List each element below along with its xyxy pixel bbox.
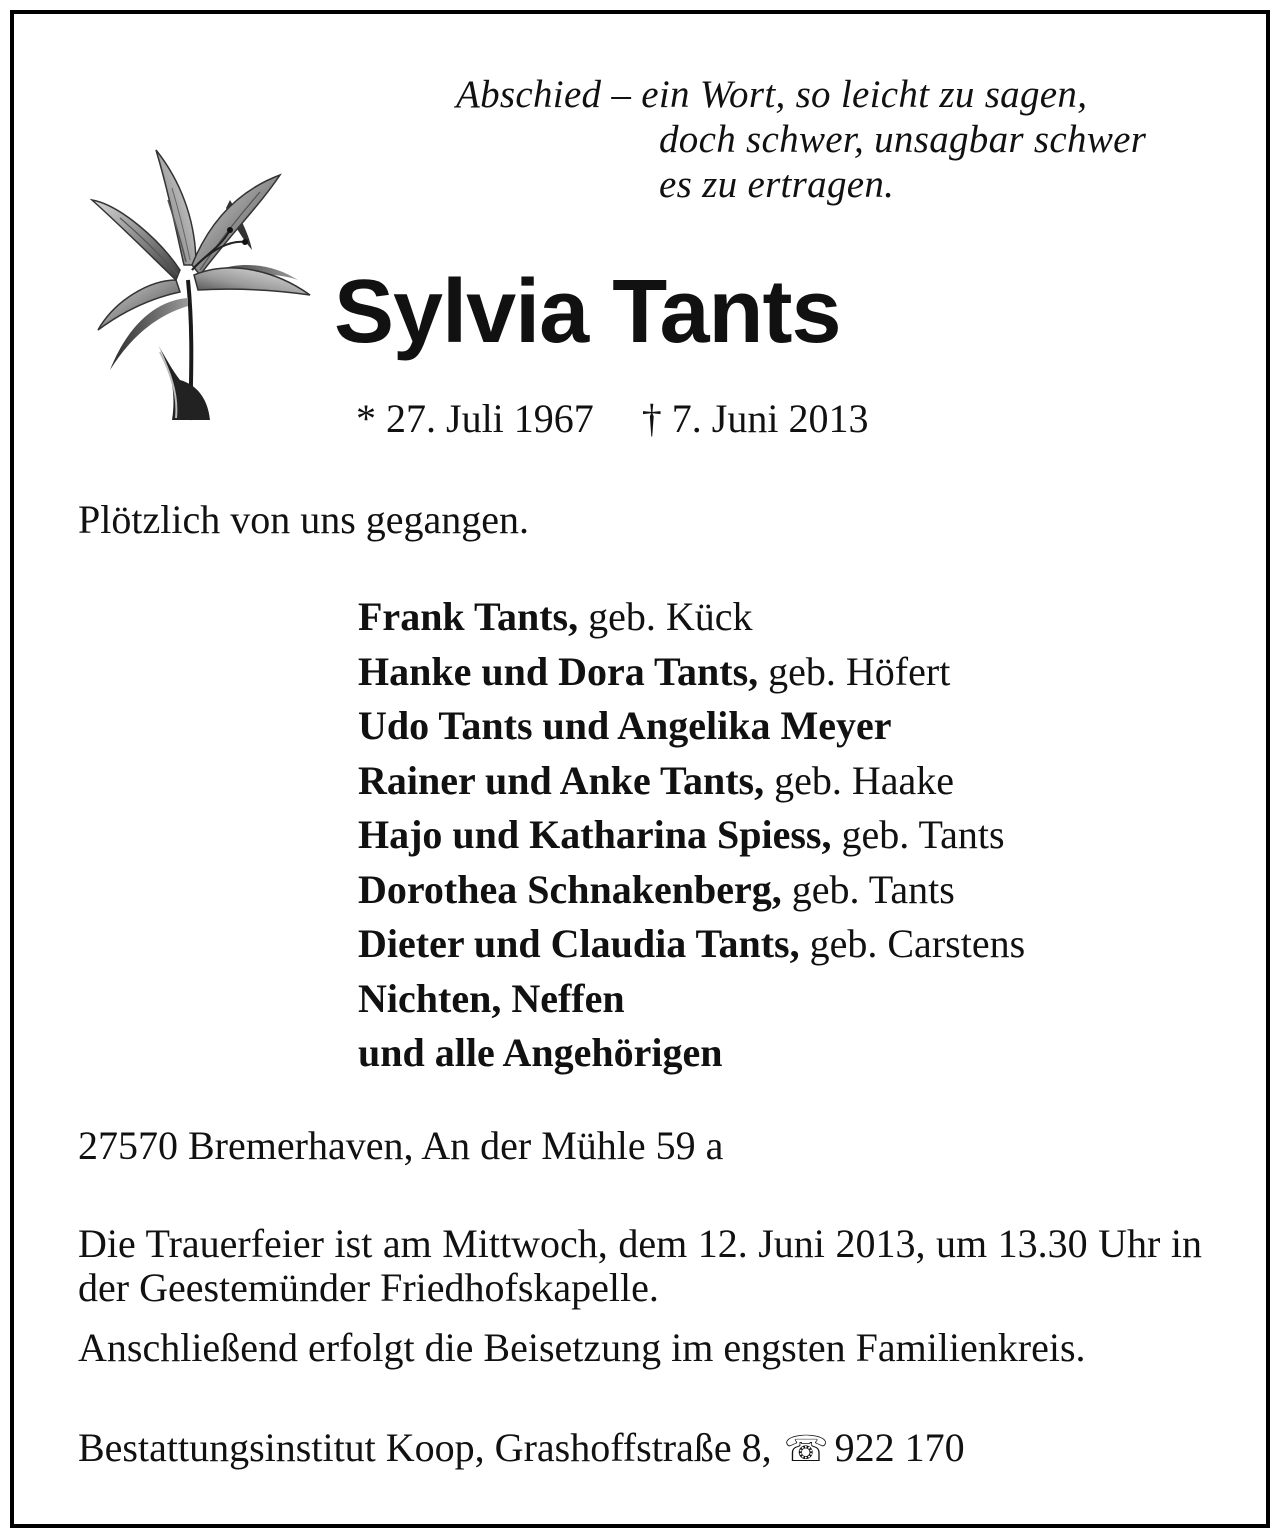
life-dates bbox=[356, 395, 868, 443]
mourner-name: Udo Tants und Angelika Meyer bbox=[358, 703, 892, 748]
mourner-name: Hajo und Katharina Spiess, bbox=[358, 812, 832, 857]
mourner-row bbox=[358, 808, 1025, 863]
quote-line-2: doch schwer, unsagbar schwer bbox=[659, 118, 1147, 161]
mourner-name: und alle Angehörigen bbox=[358, 1030, 723, 1075]
death-date: † 7. Juni 2013 bbox=[641, 396, 869, 441]
lily-flower-icon bbox=[80, 130, 320, 430]
quote-line-3: es zu ertragen. bbox=[659, 163, 895, 206]
burial-info: Anschließend erfolgt die Beisetzung im engsten Familienkreis. bbox=[78, 1325, 1086, 1370]
mourner-row bbox=[358, 699, 1025, 754]
undertaker-info bbox=[78, 1424, 965, 1474]
mourner-row bbox=[358, 590, 1025, 645]
family-address: 27570 Bremerhaven, An der Mühle 59 a bbox=[78, 1123, 724, 1168]
quote-line-1: Abschied – ein Wort, so leicht zu sagen, bbox=[456, 73, 1088, 116]
deceased-name: Sylvia Tants bbox=[334, 262, 841, 362]
mourner-suffix: geb. Haake bbox=[764, 757, 955, 803]
farewell-quote bbox=[456, 72, 1146, 207]
mourner-suffix: geb. Höfert bbox=[758, 648, 951, 694]
mourner-suffix: geb. Carstens bbox=[799, 921, 1026, 966]
mourner-name: Rainer und Anke Tants, bbox=[358, 757, 765, 803]
mourner-row bbox=[358, 917, 1025, 972]
mourner-name: Hanke und Dora Tants, bbox=[358, 648, 759, 694]
mourner-name: Dorothea Schnakenberg, bbox=[358, 866, 782, 912]
undertaker-phone: 922 170 bbox=[834, 1425, 965, 1470]
mourner-row bbox=[358, 1026, 1025, 1081]
mourner-name: Dieter und Claudia Tants, bbox=[358, 921, 800, 966]
mourner-suffix: geb. Kück bbox=[578, 594, 753, 639]
mourner-suffix: geb. Tants bbox=[781, 866, 955, 912]
mourner-row bbox=[358, 645, 1025, 700]
mourner-row bbox=[358, 863, 1025, 918]
mourner-row bbox=[358, 972, 1025, 1027]
intro-text: Plötzlich von uns gegangen. bbox=[78, 497, 530, 542]
mourners-list bbox=[358, 590, 1025, 1081]
undertaker-text: Bestattungsinstitut Koop, Grashoffstraße 8, bbox=[78, 1425, 772, 1470]
birth-date: * 27. Juli 1967 bbox=[356, 396, 594, 441]
mourner-suffix: geb. Tants bbox=[831, 812, 1005, 857]
mourner-name: Nichten, Neffen bbox=[358, 975, 625, 1021]
mourner-name: Frank Tants, bbox=[358, 594, 579, 639]
telephone-icon: ☏ bbox=[783, 1429, 829, 1470]
mourner-row bbox=[358, 754, 1025, 809]
ceremony-info: Die Trauerfeier ist am Mittwoch, dem 12. Juni 2013, um 13.30 Uhr in der Geestemünder Friedhofskapelle. bbox=[78, 1221, 1202, 1310]
